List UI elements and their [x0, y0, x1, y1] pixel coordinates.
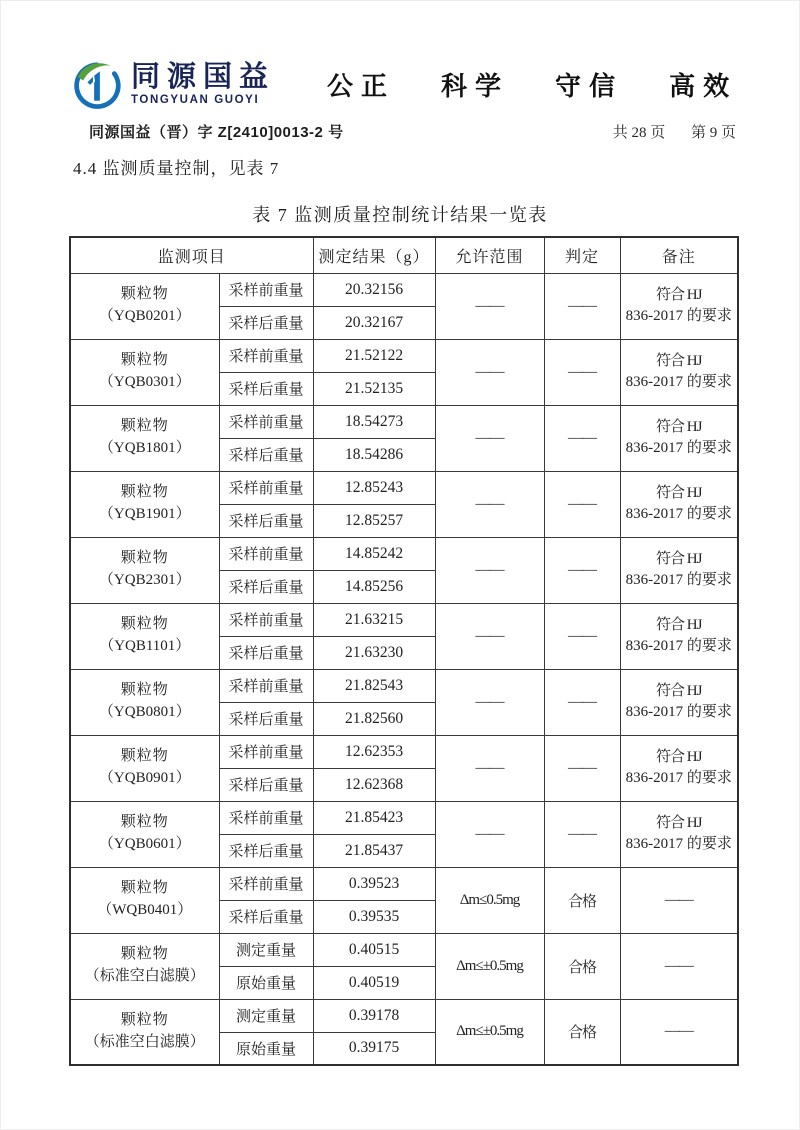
- monitor-item-name: 颗粒物: [120, 286, 169, 303]
- measure-value-cell: 0.39178: [313, 999, 435, 1032]
- verdict-cell: ——: [544, 801, 620, 867]
- allowed-range-cell: ——: [435, 471, 544, 537]
- note-line-1: 符合 HJ: [656, 551, 702, 567]
- table-row: [70, 801, 738, 834]
- note-line-1: 符合 HJ: [656, 683, 702, 699]
- note-line-1: ——: [664, 891, 693, 908]
- table-row: [70, 273, 738, 306]
- measure-value-cell: 20.32156: [313, 273, 435, 306]
- monitor-item-name: 颗粒物: [120, 550, 169, 567]
- col-header-monitor-item: 监测项目: [70, 237, 313, 273]
- monitor-item-code: （YQB0801）: [98, 704, 191, 720]
- monitor-item-code: （YQB1101）: [99, 638, 191, 654]
- allowed-range-cell: ——: [435, 405, 544, 471]
- logo-company-name-cn: 同源国益: [131, 60, 276, 93]
- col-header-verdict: 判定: [544, 237, 620, 273]
- note-line-2: 836-2017 的要求: [625, 770, 732, 786]
- table-row: [70, 933, 738, 966]
- note-line-1: 符合 HJ: [656, 485, 702, 501]
- table-row: [70, 405, 738, 438]
- note-cell: [620, 471, 738, 537]
- qc-results-table: [69, 236, 739, 1066]
- document-number: 同源国益（晋）字 Z[2410]0013-2 号: [89, 124, 344, 141]
- allowed-range-cell: Δm≤0.5mg: [435, 867, 544, 933]
- measure-value-cell: 21.63230: [313, 636, 435, 669]
- monitor-item-cell: [70, 405, 219, 471]
- allowed-range-cell: ——: [435, 801, 544, 867]
- measure-label-cell: 采样后重量: [219, 438, 313, 471]
- logo-company-name-en: TONGYUAN GUOYI: [131, 94, 260, 107]
- monitor-item-code: （YQB1901）: [98, 506, 191, 522]
- monitor-item-cell: [70, 867, 219, 933]
- monitor-item-code: （YQB1801）: [98, 440, 191, 456]
- monitor-item-name: 颗粒物: [120, 616, 169, 633]
- measure-value-cell: 12.62368: [313, 768, 435, 801]
- monitor-item-code: （YQB2301）: [98, 572, 191, 588]
- note-cell: [620, 405, 738, 471]
- note-line-2: 836-2017 的要求: [625, 308, 732, 324]
- note-cell: [620, 933, 738, 999]
- note-line-2: 836-2017 的要求: [625, 572, 732, 588]
- measure-label-cell: 采样前重量: [219, 603, 313, 636]
- verdict-cell: ——: [544, 339, 620, 405]
- table-row: [70, 867, 738, 900]
- measure-label-cell: 采样后重量: [219, 636, 313, 669]
- monitor-item-code: （WQB0401）: [97, 902, 193, 918]
- allowed-range-cell: ——: [435, 339, 544, 405]
- brand-header: [71, 53, 739, 115]
- measure-label-cell: 采样前重量: [219, 471, 313, 504]
- measure-label-cell: 采样前重量: [219, 801, 313, 834]
- table-row: [70, 537, 738, 570]
- note-cell: [620, 735, 738, 801]
- monitor-item-cell: [70, 801, 219, 867]
- monitor-item-name: 颗粒物: [120, 418, 169, 435]
- monitor-item-name: 颗粒物: [120, 682, 169, 699]
- document-meta-row: [89, 121, 736, 142]
- table-row: [70, 471, 738, 504]
- measure-value-cell: 18.54286: [313, 438, 435, 471]
- verdict-cell: ——: [544, 273, 620, 339]
- monitor-item-cell: [70, 735, 219, 801]
- note-cell: [620, 603, 738, 669]
- measure-label-cell: 采样前重量: [219, 735, 313, 768]
- measure-value-cell: 12.62353: [313, 735, 435, 768]
- measure-label-cell: 原始重量: [219, 1032, 313, 1065]
- col-header-result: 测定结果（g）: [313, 237, 435, 273]
- monitor-item-cell: [70, 933, 219, 999]
- measure-value-cell: 14.85256: [313, 570, 435, 603]
- slogan-word-2: 科学: [441, 70, 510, 101]
- slogan-word-3: 守信: [555, 70, 624, 101]
- measure-label-cell: 采样后重量: [219, 372, 313, 405]
- col-header-allowed-range: 允许范围: [435, 237, 544, 273]
- measure-label-cell: 采样后重量: [219, 768, 313, 801]
- measure-value-cell: 0.39535: [313, 900, 435, 933]
- measure-label-cell: 采样后重量: [219, 504, 313, 537]
- measure-value-cell: 20.32167: [313, 306, 435, 339]
- note-cell: [620, 537, 738, 603]
- verdict-cell: ——: [544, 405, 620, 471]
- verdict-cell: ——: [544, 735, 620, 801]
- measure-label-cell: 采样后重量: [219, 570, 313, 603]
- note-line-1: 符合 HJ: [656, 749, 702, 765]
- verdict-cell: ——: [544, 537, 620, 603]
- table-title: 表 7 监测质量控制统计结果一览表: [252, 205, 548, 225]
- monitor-item-code: （YQB0601）: [98, 836, 191, 852]
- page-number-current: 第 9 页: [690, 125, 736, 141]
- logo-text: [131, 62, 275, 106]
- verdict-cell: ——: [544, 603, 620, 669]
- measure-label-cell: 采样前重量: [219, 273, 313, 306]
- verdict-cell: ——: [544, 471, 620, 537]
- slogan-word-1: 公正: [327, 70, 396, 101]
- monitor-item-cell: [70, 339, 219, 405]
- monitor-item-name: 颗粒物: [120, 1012, 169, 1028]
- measure-label-cell: 采样前重量: [219, 669, 313, 702]
- monitor-item-name: 颗粒物: [120, 748, 169, 765]
- slogan-word-4: 高效: [669, 70, 738, 101]
- verdict-cell: 合格: [544, 933, 620, 999]
- measure-label-cell: 采样前重量: [219, 405, 313, 438]
- measure-label-cell: 测定重量: [219, 933, 313, 966]
- allowed-range-cell: ——: [435, 603, 544, 669]
- allowed-range-cell: ——: [435, 735, 544, 801]
- allowed-range-cell: ——: [435, 273, 544, 339]
- table-row: [70, 669, 738, 702]
- table-row: [70, 999, 738, 1032]
- monitor-item-code: （YQB0301）: [98, 374, 191, 390]
- note-line-1: 符合 HJ: [656, 815, 702, 831]
- col-header-note: 备注: [620, 237, 738, 273]
- measure-label-cell: 采样后重量: [219, 306, 313, 339]
- monitor-item-code: （标准空白滤膜）: [84, 968, 205, 984]
- note-line-1: 符合 HJ: [656, 617, 702, 633]
- measure-value-cell: 21.82543: [313, 669, 435, 702]
- measure-value-cell: 21.63215: [313, 603, 435, 636]
- note-cell: [620, 867, 738, 933]
- company-logo: [71, 56, 275, 112]
- note-line-2: 836-2017 的要求: [625, 374, 732, 390]
- monitor-item-cell: [70, 669, 219, 735]
- measure-value-cell: 21.52122: [313, 339, 435, 372]
- measure-value-cell: 12.85243: [313, 471, 435, 504]
- allowed-range-cell: ——: [435, 537, 544, 603]
- note-cell: [620, 669, 738, 735]
- verdict-cell: ——: [544, 669, 620, 735]
- monitor-item-name: 颗粒物: [120, 484, 169, 501]
- monitor-item-cell: [70, 999, 219, 1065]
- monitor-item-cell: [70, 603, 219, 669]
- measure-label-cell: 采样前重量: [219, 537, 313, 570]
- measure-value-cell: 21.85423: [313, 801, 435, 834]
- measure-label-cell: 采样后重量: [219, 702, 313, 735]
- measure-value-cell: 21.82560: [313, 702, 435, 735]
- measure-value-cell: 18.54273: [313, 405, 435, 438]
- measure-label-cell: 测定重量: [219, 999, 313, 1032]
- allowed-range-cell: Δm≤±0.5mg: [435, 999, 544, 1065]
- company-logo-icon: [71, 56, 123, 112]
- monitor-item-cell: [70, 471, 219, 537]
- measure-value-cell: 21.85437: [313, 834, 435, 867]
- note-line-1: 符合 HJ: [656, 353, 702, 369]
- note-cell: [620, 339, 738, 405]
- table-row: [70, 735, 738, 768]
- measure-label-cell: 采样前重量: [219, 339, 313, 372]
- measure-value-cell: 0.40519: [313, 966, 435, 999]
- note-line-2: 836-2017 的要求: [625, 506, 732, 522]
- monitor-item-code: （YQB0901）: [98, 770, 191, 786]
- table-header-row: [70, 237, 738, 273]
- note-line-2: 836-2017 的要求: [625, 638, 732, 654]
- note-line-1: 符合 HJ: [656, 419, 702, 435]
- table-row: [70, 339, 738, 372]
- measure-label-cell: 原始重量: [219, 966, 313, 999]
- measure-label-cell: 采样后重量: [219, 834, 313, 867]
- qc-table-body: [70, 273, 738, 1065]
- monitor-item-code: （YQB0201）: [98, 308, 191, 324]
- monitor-item-cell: [70, 273, 219, 339]
- measure-value-cell: 0.39523: [313, 867, 435, 900]
- monitor-item-code: （标准空白滤膜）: [84, 1033, 205, 1050]
- measure-value-cell: 12.85257: [313, 504, 435, 537]
- measure-value-cell: 14.85242: [313, 537, 435, 570]
- note-line-2: 836-2017 的要求: [625, 836, 732, 852]
- note-line-1: ——: [664, 1023, 693, 1040]
- page-info: [613, 121, 736, 142]
- allowed-range-cell: Δm≤±0.5mg: [435, 933, 544, 999]
- note-cell: [620, 999, 738, 1065]
- note-line-2: 836-2017 的要求: [625, 440, 732, 456]
- monitor-item-name: 颗粒物: [120, 814, 169, 831]
- monitor-item-cell: [70, 537, 219, 603]
- measure-value-cell: 0.39175: [313, 1032, 435, 1065]
- monitor-item-name: 颗粒物: [120, 352, 169, 369]
- measure-value-cell: 21.52135: [313, 372, 435, 405]
- company-slogan: [327, 66, 737, 103]
- verdict-cell: 合格: [544, 999, 620, 1065]
- measure-label-cell: 采样后重量: [219, 900, 313, 933]
- table-row: [70, 603, 738, 636]
- note-cell: [620, 273, 738, 339]
- note-line-2: 836-2017 的要求: [625, 704, 732, 720]
- page-count-total: 共 28 页: [612, 125, 666, 141]
- monitor-item-name: 颗粒物: [120, 946, 169, 963]
- measure-label-cell: 采样前重量: [219, 867, 313, 900]
- note-line-1: 符合 HJ: [656, 287, 702, 303]
- measure-value-cell: 0.40515: [313, 933, 435, 966]
- note-line-1: ——: [664, 957, 693, 974]
- allowed-range-cell: ——: [435, 669, 544, 735]
- section-heading: 4.4 监测质量控制，见表 7: [73, 159, 280, 178]
- monitor-item-name: 颗粒物: [120, 880, 169, 897]
- verdict-cell: 合格: [544, 867, 620, 933]
- note-cell: [620, 801, 738, 867]
